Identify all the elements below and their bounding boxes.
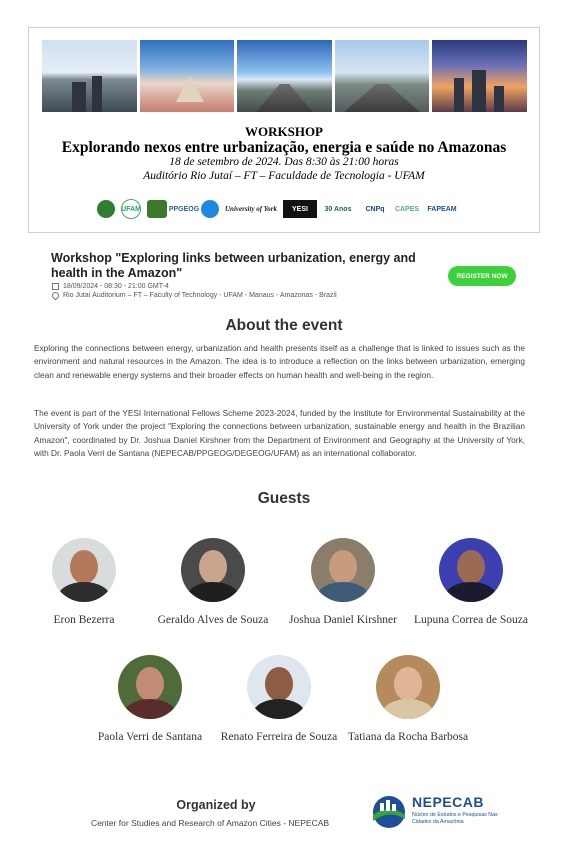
register-now-button[interactable]: REGISTER NOW	[448, 266, 516, 286]
guest-name: Joshua Daniel Kirshner	[289, 614, 397, 626]
green-logo-icon	[147, 200, 167, 218]
photo-highway	[237, 40, 332, 112]
event-location	[52, 292, 337, 299]
nepecab-logo	[372, 793, 500, 831]
guest-card	[209, 655, 349, 745]
avatar	[181, 538, 245, 602]
event-title: Workshop "Exploring links between urbanization, energy and health in the Amazon"	[51, 251, 416, 280]
event-datetime	[52, 283, 169, 290]
sponsor-logos	[97, 198, 477, 220]
ufam-logo: UFAM	[121, 199, 141, 219]
guest-card	[14, 538, 154, 628]
guest-name: Lupuna Correa de Souza	[413, 614, 528, 626]
avatar	[52, 538, 116, 602]
avatar	[118, 655, 182, 719]
blue-circle-logo-icon	[201, 200, 219, 218]
event-datetime-text: 18/09/2024 - 08:30 - 21:00 GMT-4	[63, 283, 169, 290]
location-pin-icon	[51, 291, 61, 301]
cnpq-logo: CNPq	[365, 205, 385, 213]
guest-name: Paola Verri de Santana	[97, 731, 203, 743]
organized-by-heading: Organized by	[176, 798, 256, 812]
fapeam-logo: FAPEAM	[427, 205, 457, 213]
calendar-icon	[52, 283, 59, 290]
guest-card	[401, 538, 541, 628]
event-location-text: Rio Jutaí Auditorium – FT – Faculty of Technology - UFAM - Manaus - Amazonas - Brazil	[63, 292, 337, 299]
guests-heading: Guests	[257, 490, 311, 507]
banner-date: 18 de setembro de 2024. Das 8:30 às 21:00 horas	[169, 156, 399, 168]
photo-mining-site	[140, 40, 235, 112]
event-banner	[28, 27, 540, 233]
about-paragraph-1: Exploring the connections between energy, urbanization and health presents itself as a challenge that is linked to issues such as the environment and natural resources in the Amazon. The idea is to introduce a reflection on the links between urbanization, emerging clean and renewable energy systems and their broader effects on human health and well-being in the region.	[34, 343, 525, 380]
nepecab-mark-icon	[372, 795, 406, 829]
avatar	[376, 655, 440, 719]
avatar	[311, 538, 375, 602]
capes-logo: CAPES	[394, 205, 420, 213]
yesi-logo: YESI	[283, 200, 317, 218]
photo-city-street	[335, 40, 430, 112]
guest-name: Eron Bezerra	[53, 614, 115, 626]
nepecab-logo-name: NEPECAB	[412, 794, 484, 810]
ppgeog-logo: PPGEOG	[168, 205, 200, 213]
thirty-years-logo: 30 Anos	[324, 205, 352, 213]
brazil-coat-of-arms-icon	[97, 200, 115, 218]
avatar	[247, 655, 311, 719]
guest-card	[80, 655, 220, 745]
organizer-name: Center for Studies and Research of Amazon Cities - NEPECAB	[90, 818, 330, 828]
guest-name: Tatiana da Rocha Barbosa	[347, 731, 469, 743]
photo-skyline-sunset	[432, 40, 527, 112]
avatar	[439, 538, 503, 602]
banner-label: WORKSHOP	[244, 124, 323, 139]
guest-card	[338, 655, 478, 745]
york-logo: University of York	[225, 205, 277, 213]
banner-photos	[42, 40, 527, 112]
banner-venue: Auditório Rio Jutaí – FT – Faculdade de Tecnologia - UFAM	[143, 170, 425, 182]
guest-name: Renato Ferreira de Souza	[220, 731, 338, 743]
nepecab-logo-subtitle: Núcleo de Estudos e Pesquisas Nas Cidades da Amazônia	[412, 812, 498, 825]
about-heading: About the event	[225, 317, 343, 334]
banner-title: Explorando nexos entre urbanização, energia e saúde no Amazonas	[61, 139, 507, 156]
photo-harbor	[42, 40, 137, 112]
guest-card	[143, 538, 283, 628]
guest-name: Geraldo Alves de Souza	[157, 614, 269, 626]
guest-card	[273, 538, 413, 628]
about-paragraph-2: The event is part of the YESI International Fellows Scheme 2023-2024, funded by the Institute for Environmental Sustainability at the University of York under the project "Exploring the connections between urbanization, sustainable energy and health in the Brazilian Amazon", coordinated by Dr. Joshua Daniel Kirshner from the Department of Environment and Geography at the University of York, with Dr. Paola Verri de Santana (NEPECAB/PPGEOG/DEGEOG/UFAM) as an international collaborator.	[34, 408, 525, 458]
